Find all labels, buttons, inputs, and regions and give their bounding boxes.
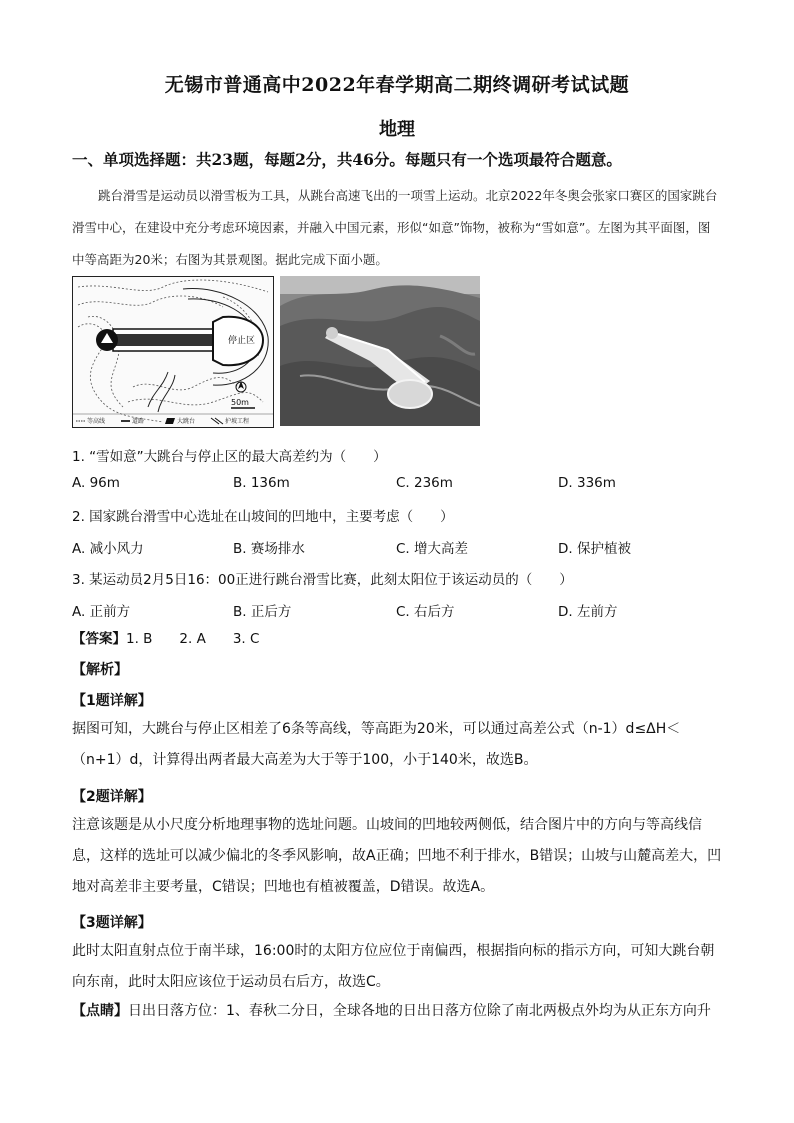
legend-ski-jump: 大跳台 (177, 418, 196, 425)
detail-2-text: 注意该题是从小尺度分析地理事物的选址问题。山坡间的凹地较两侧低，结合图片中的方向与等高线信息，这样的选址可以减少偏北的冬季风影响，故A正确；凹地不利于排水，B错误；山坡与山麓高差大，凹地对高差非主要考量，C错误；凹地也有植被覆盖，D错误。故选A。 (72, 817, 722, 895)
answer-text: 1. B 2. A 3. C (126, 631, 260, 647)
detail-3-text: 此时太阳直射点位于南半球，16:00时的太阳方位应位于南偏西，根据指向标的指示方向，可知大跳台朝向东南，此时太阳应该位于运动员右后方，故选C。 (72, 943, 715, 990)
question-2-option-d: D. 保护植被 (558, 541, 631, 557)
question-3-option-b: B. 正后方 (233, 604, 292, 620)
legend-contour: 等高线 (87, 418, 106, 425)
section-heading: 一、单项选择题：共23题，每题2分，共46分。每题只有一个选项最符合题意。 (72, 150, 622, 169)
question-2-stem: 2. 国家跳台滑雪中心选址在山坡间的凹地中，主要考虑（ ） (72, 509, 454, 525)
plan-map-figure (72, 276, 274, 428)
north-arrow-icon (236, 381, 246, 392)
analysis-label: 【解析】 (72, 662, 128, 678)
figures (72, 276, 482, 428)
legend-slope-protection: 护坡工程 (225, 418, 250, 425)
answer-label: 【答案】 (72, 631, 126, 647)
scale-label: 50m (231, 398, 249, 407)
answer-line (72, 627, 259, 647)
question-1-option-b: B. 136m (233, 475, 290, 491)
detail-1-label: 【1题详解】 (72, 693, 152, 709)
question-3-option-d: D. 左前方 (558, 604, 618, 620)
legend-road: 道路 (132, 418, 145, 425)
page-title: 无锡市普通高中2022年春学期高二期终调研考试试题 (164, 74, 630, 96)
detail-1-text: 据图可知，大跳台与停止区相差了6条等高线，等高距为20米，可以通过高差公式（n-1）d≤ΔH＜（n+1）d，计算得出两者最大高差为大于等于100，小于140米，故选B。 (72, 721, 681, 768)
tip-label: 【点睛】 (72, 1003, 128, 1019)
question-1-stem: 1. “雪如意”大跳台与停止区的最大高差约为（ ） (72, 449, 387, 465)
tip-line (72, 996, 722, 1027)
question-2-option-b: B. 赛场排水 (233, 541, 305, 557)
tip-text: 日出日落方位：1、春秋二分日，全球各地的日出日落方位除了南北两极点外均为从正东方向升 (128, 1003, 711, 1019)
question-2-option-c: C. 增大高差 (396, 541, 469, 557)
question-1-option-a: A. 96m (72, 475, 120, 491)
question-3-option-a: A. 正前方 (72, 604, 131, 620)
detail-2-label: 【2题详解】 (72, 789, 152, 805)
landscape-photo-graphic (280, 276, 480, 426)
question-1-option-c: C. 236m (396, 475, 453, 491)
intro-paragraph: 跳台滑雪是运动员以滑雪板为工具，从跳台高速飞出的一项雪上运动。北京2022年冬奥会张家口赛区的国家跳台滑雪中心，在建设中充分考虑环境因素，并融入中国元素，形似“如意”饰物，被称为“雪如意”。左图为其平面图，图中等高距为20米；右图为其景观图。据此完成下面小题。 (72, 188, 718, 267)
question-3-stem: 3. 某运动员2月5日16：00正进行跳台滑雪比赛，此刻太阳位于该运动员的（ ） (72, 572, 573, 588)
question-3-option-c: C. 右后方 (396, 604, 455, 620)
stop-area-label: 停止区 (228, 336, 256, 346)
contour-map-graphic (73, 277, 273, 427)
detail-3-label: 【3题详解】 (72, 915, 152, 931)
landscape-photo (280, 276, 480, 426)
question-1-option-d: D. 336m (558, 475, 616, 491)
question-2-option-a: A. 减小风力 (72, 541, 144, 557)
subject-title: 地理 (379, 119, 415, 140)
